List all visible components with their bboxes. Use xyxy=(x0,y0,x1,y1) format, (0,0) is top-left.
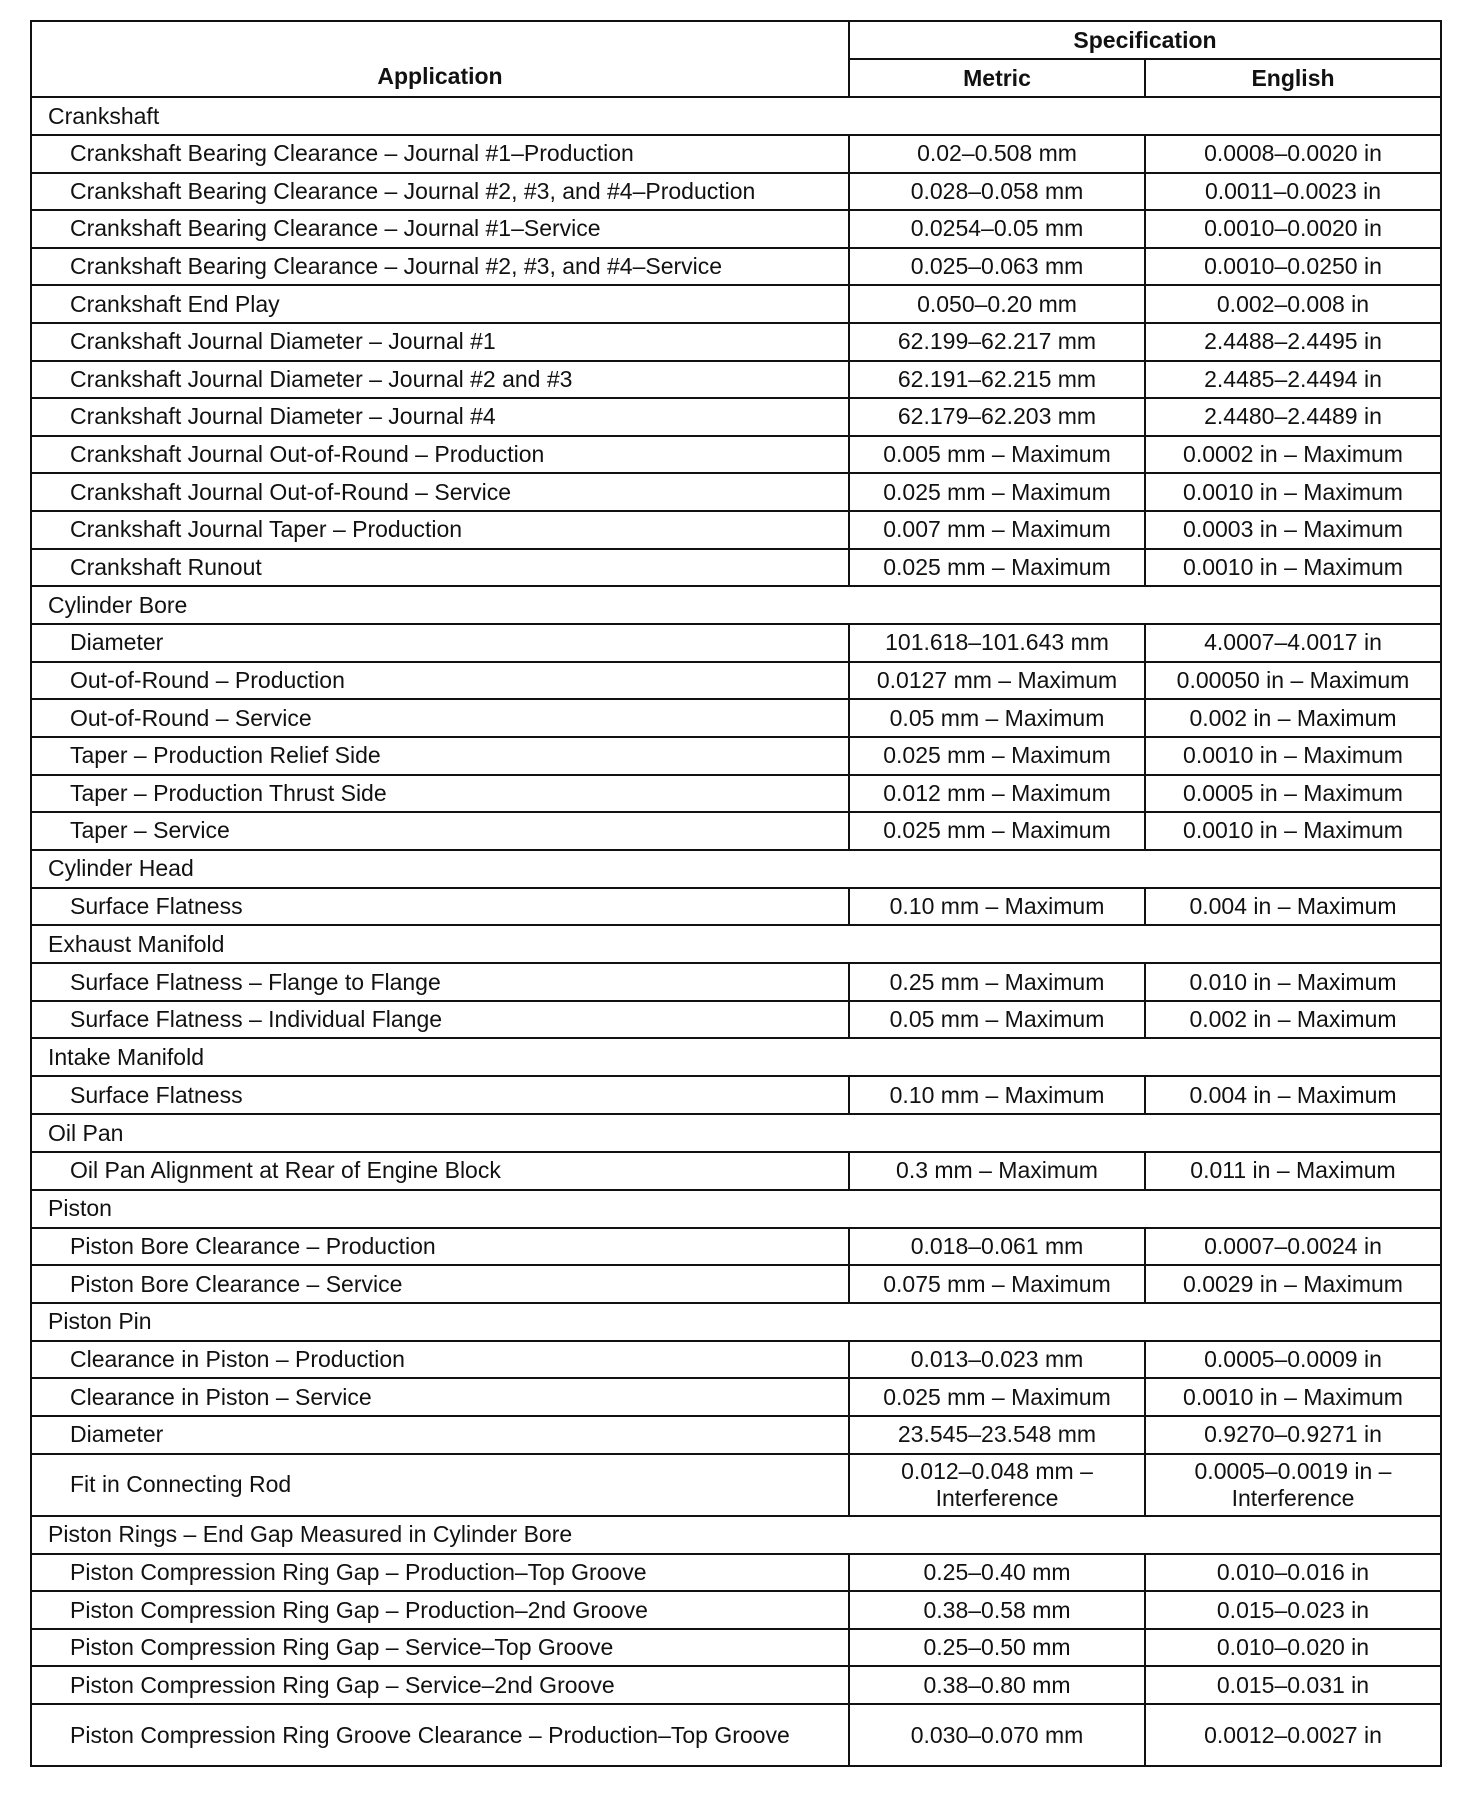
metric-cell: 0.005 mm – Maximum xyxy=(849,436,1145,474)
metric-cell: 0.050–0.20 mm xyxy=(849,285,1145,323)
table-row xyxy=(31,1001,1441,1039)
application-cell: Piston Bore Clearance – Production xyxy=(31,1228,849,1266)
metric-cell: 0.3 mm – Maximum xyxy=(849,1152,1145,1190)
metric-cell: 0.018–0.061 mm xyxy=(849,1228,1145,1266)
application-cell: Surface Flatness – Individual Flange xyxy=(31,1001,849,1039)
section-row xyxy=(31,97,1441,135)
table-row xyxy=(31,1416,1441,1454)
application-cell: Diameter xyxy=(31,1416,849,1454)
english-cell: 0.004 in – Maximum xyxy=(1145,1076,1441,1114)
english-cell: 0.0010 in – Maximum xyxy=(1145,549,1441,587)
application-cell: Crankshaft Journal Out-of-Round – Production xyxy=(31,436,849,474)
table-row xyxy=(31,1554,1441,1592)
application-cell: Fit in Connecting Rod xyxy=(31,1454,849,1516)
table-row xyxy=(31,963,1441,1001)
english-cell: 0.010–0.020 in xyxy=(1145,1629,1441,1667)
english-cell: 4.0007–4.0017 in xyxy=(1145,624,1441,662)
application-cell: Surface Flatness – Flange to Flange xyxy=(31,963,849,1001)
application-cell: Crankshaft End Play xyxy=(31,285,849,323)
table-row xyxy=(31,1666,1441,1704)
english-cell: 0.0010–0.0020 in xyxy=(1145,210,1441,248)
section-row xyxy=(31,1114,1441,1152)
english-cell: 0.002 in – Maximum xyxy=(1145,699,1441,737)
metric-cell: 0.05 mm – Maximum xyxy=(849,699,1145,737)
table-row xyxy=(31,285,1441,323)
english-cell: 0.00050 in – Maximum xyxy=(1145,662,1441,700)
application-cell: Crankshaft Journal Out-of-Round – Service xyxy=(31,473,849,511)
application-cell: Crankshaft Bearing Clearance – Journal #1–Production xyxy=(31,135,849,173)
table-row xyxy=(31,436,1441,474)
section-row xyxy=(31,850,1441,888)
application-cell: Clearance in Piston – Production xyxy=(31,1341,849,1379)
application-cell: Taper – Production Thrust Side xyxy=(31,775,849,813)
section-title: Crankshaft xyxy=(31,97,1441,135)
metric-cell: 0.0254–0.05 mm xyxy=(849,210,1145,248)
english-cell: 0.0002 in – Maximum xyxy=(1145,436,1441,474)
english-cell: 0.0007–0.0024 in xyxy=(1145,1228,1441,1266)
table-row xyxy=(31,1228,1441,1266)
metric-cell: 101.618–101.643 mm xyxy=(849,624,1145,662)
metric-cell: 0.38–0.58 mm xyxy=(849,1591,1145,1629)
metric-cell: 0.012 mm – Maximum xyxy=(849,775,1145,813)
metric-cell: 0.25 mm – Maximum xyxy=(849,963,1145,1001)
header-application: Application xyxy=(31,21,849,97)
table-row xyxy=(31,699,1441,737)
table-row xyxy=(31,398,1441,436)
application-cell: Taper – Service xyxy=(31,812,849,850)
application-cell: Crankshaft Bearing Clearance – Journal #2, #3, and #4–Production xyxy=(31,173,849,211)
english-cell: 0.010 in – Maximum xyxy=(1145,963,1441,1001)
metric-cell: 0.025 mm – Maximum xyxy=(849,737,1145,775)
application-cell: Clearance in Piston – Service xyxy=(31,1378,849,1416)
table-row xyxy=(31,1454,1441,1516)
section-title: Piston Pin xyxy=(31,1303,1441,1341)
table-row xyxy=(31,1629,1441,1667)
english-cell: 0.0010 in – Maximum xyxy=(1145,737,1441,775)
application-cell: Piston Compression Ring Gap – Service–2nd Groove xyxy=(31,1666,849,1704)
application-cell: Piston Bore Clearance – Service xyxy=(31,1265,849,1303)
application-cell: Surface Flatness xyxy=(31,888,849,926)
table-row xyxy=(31,248,1441,286)
application-cell: Crankshaft Bearing Clearance – Journal #2, #3, and #4–Service xyxy=(31,248,849,286)
table-row xyxy=(31,1704,1441,1766)
table-row xyxy=(31,1591,1441,1629)
metric-cell: 0.05 mm – Maximum xyxy=(849,1001,1145,1039)
english-cell: 0.002–0.008 in xyxy=(1145,285,1441,323)
metric-cell: 0.10 mm – Maximum xyxy=(849,888,1145,926)
metric-cell: 0.025–0.063 mm xyxy=(849,248,1145,286)
english-cell: 2.4485–2.4494 in xyxy=(1145,361,1441,399)
application-cell: Piston Compression Ring Groove Clearance – Production–Top Groove xyxy=(31,1704,849,1766)
english-cell: 0.0010–0.0250 in xyxy=(1145,248,1441,286)
table-row xyxy=(31,323,1441,361)
metric-cell: 0.075 mm – Maximum xyxy=(849,1265,1145,1303)
application-cell: Crankshaft Journal Diameter – Journal #2 and #3 xyxy=(31,361,849,399)
table-row xyxy=(31,888,1441,926)
section-row xyxy=(31,1303,1441,1341)
section-row xyxy=(31,1516,1441,1554)
english-cell: 0.0003 in – Maximum xyxy=(1145,511,1441,549)
table-row xyxy=(31,473,1441,511)
table-row xyxy=(31,1378,1441,1416)
english-cell: 0.0029 in – Maximum xyxy=(1145,1265,1441,1303)
table-row xyxy=(31,624,1441,662)
table-row xyxy=(31,1265,1441,1303)
table-row xyxy=(31,1341,1441,1379)
specification-table xyxy=(30,20,1442,1767)
english-cell: 0.015–0.031 in xyxy=(1145,1666,1441,1704)
table-row xyxy=(31,210,1441,248)
metric-cell: 0.0127 mm – Maximum xyxy=(849,662,1145,700)
english-cell: 0.010–0.016 in xyxy=(1145,1554,1441,1592)
table-body xyxy=(31,97,1441,1766)
metric-cell: 0.38–0.80 mm xyxy=(849,1666,1145,1704)
table-row xyxy=(31,173,1441,211)
metric-cell: 0.10 mm – Maximum xyxy=(849,1076,1145,1114)
header-english: English xyxy=(1145,59,1441,97)
section-title: Oil Pan xyxy=(31,1114,1441,1152)
table-row xyxy=(31,135,1441,173)
section-row xyxy=(31,586,1441,624)
application-cell: Oil Pan Alignment at Rear of Engine Block xyxy=(31,1152,849,1190)
application-cell: Crankshaft Journal Diameter – Journal #4 xyxy=(31,398,849,436)
english-cell: 2.4480–2.4489 in xyxy=(1145,398,1441,436)
english-cell: 0.002 in – Maximum xyxy=(1145,1001,1441,1039)
application-cell: Piston Compression Ring Gap – Production–2nd Groove xyxy=(31,1591,849,1629)
metric-cell: 0.025 mm – Maximum xyxy=(849,549,1145,587)
english-cell: 0.0010 in – Maximum xyxy=(1145,473,1441,511)
header-specification: Specification xyxy=(849,21,1441,59)
table-row xyxy=(31,1152,1441,1190)
section-row xyxy=(31,1190,1441,1228)
english-cell: 0.015–0.023 in xyxy=(1145,1591,1441,1629)
table-row xyxy=(31,549,1441,587)
application-cell: Crankshaft Journal Taper – Production xyxy=(31,511,849,549)
table-row xyxy=(31,361,1441,399)
application-cell: Taper – Production Relief Side xyxy=(31,737,849,775)
english-cell: 0.9270–0.9271 in xyxy=(1145,1416,1441,1454)
metric-cell: 0.25–0.50 mm xyxy=(849,1629,1145,1667)
metric-cell: 0.012–0.048 mm – Interference xyxy=(849,1454,1145,1516)
metric-cell: 0.025 mm – Maximum xyxy=(849,473,1145,511)
metric-cell: 0.25–0.40 mm xyxy=(849,1554,1145,1592)
metric-cell: 0.025 mm – Maximum xyxy=(849,1378,1145,1416)
metric-cell: 0.030–0.070 mm xyxy=(849,1704,1145,1766)
section-title: Cylinder Bore xyxy=(31,586,1441,624)
table-row xyxy=(31,812,1441,850)
english-cell: 0.0010 in – Maximum xyxy=(1145,812,1441,850)
table-row xyxy=(31,737,1441,775)
table-row xyxy=(31,775,1441,813)
english-cell: 0.0005 in – Maximum xyxy=(1145,775,1441,813)
section-title: Piston xyxy=(31,1190,1441,1228)
application-cell: Crankshaft Runout xyxy=(31,549,849,587)
english-cell: 0.0010 in – Maximum xyxy=(1145,1378,1441,1416)
table-row xyxy=(31,662,1441,700)
metric-cell: 62.199–62.217 mm xyxy=(849,323,1145,361)
application-cell: Crankshaft Journal Diameter – Journal #1 xyxy=(31,323,849,361)
section-row xyxy=(31,1038,1441,1076)
metric-cell: 0.007 mm – Maximum xyxy=(849,511,1145,549)
metric-cell: 62.179–62.203 mm xyxy=(849,398,1145,436)
metric-cell: 0.025 mm – Maximum xyxy=(849,812,1145,850)
english-cell: 0.0008–0.0020 in xyxy=(1145,135,1441,173)
english-cell: 0.011 in – Maximum xyxy=(1145,1152,1441,1190)
application-cell: Piston Compression Ring Gap – Service–Top Groove xyxy=(31,1629,849,1667)
application-cell: Out-of-Round – Production xyxy=(31,662,849,700)
section-row xyxy=(31,925,1441,963)
application-cell: Piston Compression Ring Gap – Production–Top Groove xyxy=(31,1554,849,1592)
section-title: Intake Manifold xyxy=(31,1038,1441,1076)
section-title: Cylinder Head xyxy=(31,850,1441,888)
english-cell: 0.004 in – Maximum xyxy=(1145,888,1441,926)
metric-cell: 23.545–23.548 mm xyxy=(849,1416,1145,1454)
metric-cell: 0.028–0.058 mm xyxy=(849,173,1145,211)
section-title: Piston Rings – End Gap Measured in Cylinder Bore xyxy=(31,1516,1441,1554)
english-cell: 0.0005–0.0009 in xyxy=(1145,1341,1441,1379)
english-cell: 0.0011–0.0023 in xyxy=(1145,173,1441,211)
application-cell: Surface Flatness xyxy=(31,1076,849,1114)
metric-cell: 0.02–0.508 mm xyxy=(849,135,1145,173)
application-cell: Diameter xyxy=(31,624,849,662)
header-metric: Metric xyxy=(849,59,1145,97)
application-cell: Crankshaft Bearing Clearance – Journal #1–Service xyxy=(31,210,849,248)
table-row xyxy=(31,511,1441,549)
english-cell: 0.0012–0.0027 in xyxy=(1145,1704,1441,1766)
metric-cell: 62.191–62.215 mm xyxy=(849,361,1145,399)
table-row xyxy=(31,1076,1441,1114)
english-cell: 0.0005–0.0019 in – Interference xyxy=(1145,1454,1441,1516)
english-cell: 2.4488–2.4495 in xyxy=(1145,323,1441,361)
application-cell: Out-of-Round – Service xyxy=(31,699,849,737)
section-title: Exhaust Manifold xyxy=(31,925,1441,963)
metric-cell: 0.013–0.023 mm xyxy=(849,1341,1145,1379)
